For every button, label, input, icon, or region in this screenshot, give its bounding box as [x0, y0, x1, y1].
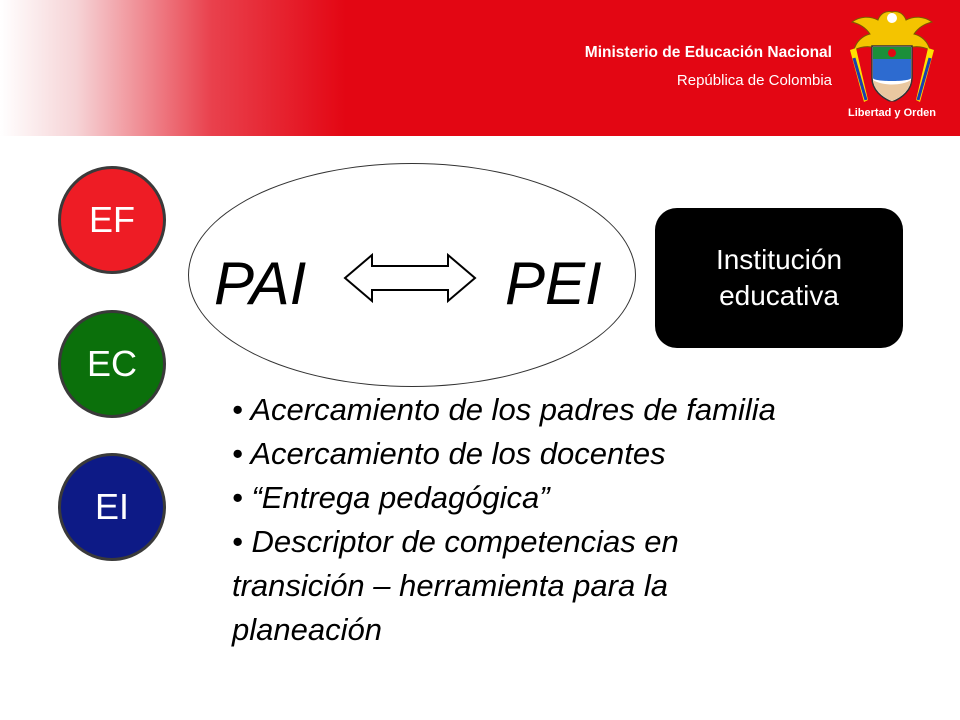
circle-ef-label: EF [88, 199, 135, 240]
circle-ei [58, 453, 166, 561]
bullet-list [232, 388, 792, 652]
list-item: • “Entrega pedagógica” [232, 480, 550, 516]
crest-motto: Libertad y Orden [847, 107, 937, 119]
list-item: • Descriptor de competencias en transición – herramienta para la planeación [232, 524, 679, 648]
circle-ec [58, 310, 166, 418]
double-arrow-icon [342, 252, 478, 304]
header-banner [0, 0, 960, 136]
institution-line1: Institución [715, 243, 843, 275]
institution-box [655, 208, 903, 348]
list-item: • Acercamiento de los padres de familia [232, 392, 776, 427]
pai-label: PAI [214, 250, 307, 317]
pei-label: PEI [505, 250, 602, 317]
ministry-title: Ministerio de Educación Nacional [584, 44, 832, 61]
institution-line2: educativa [719, 280, 839, 311]
coat-of-arms-icon [842, 6, 942, 132]
circle-ei-label: EI [94, 486, 129, 527]
circle-ec-label: EC [86, 343, 137, 384]
republic-subtitle: República de Colombia [676, 72, 832, 89]
list-item: • Acercamiento de los docentes [232, 436, 666, 472]
circle-ef [58, 166, 166, 274]
